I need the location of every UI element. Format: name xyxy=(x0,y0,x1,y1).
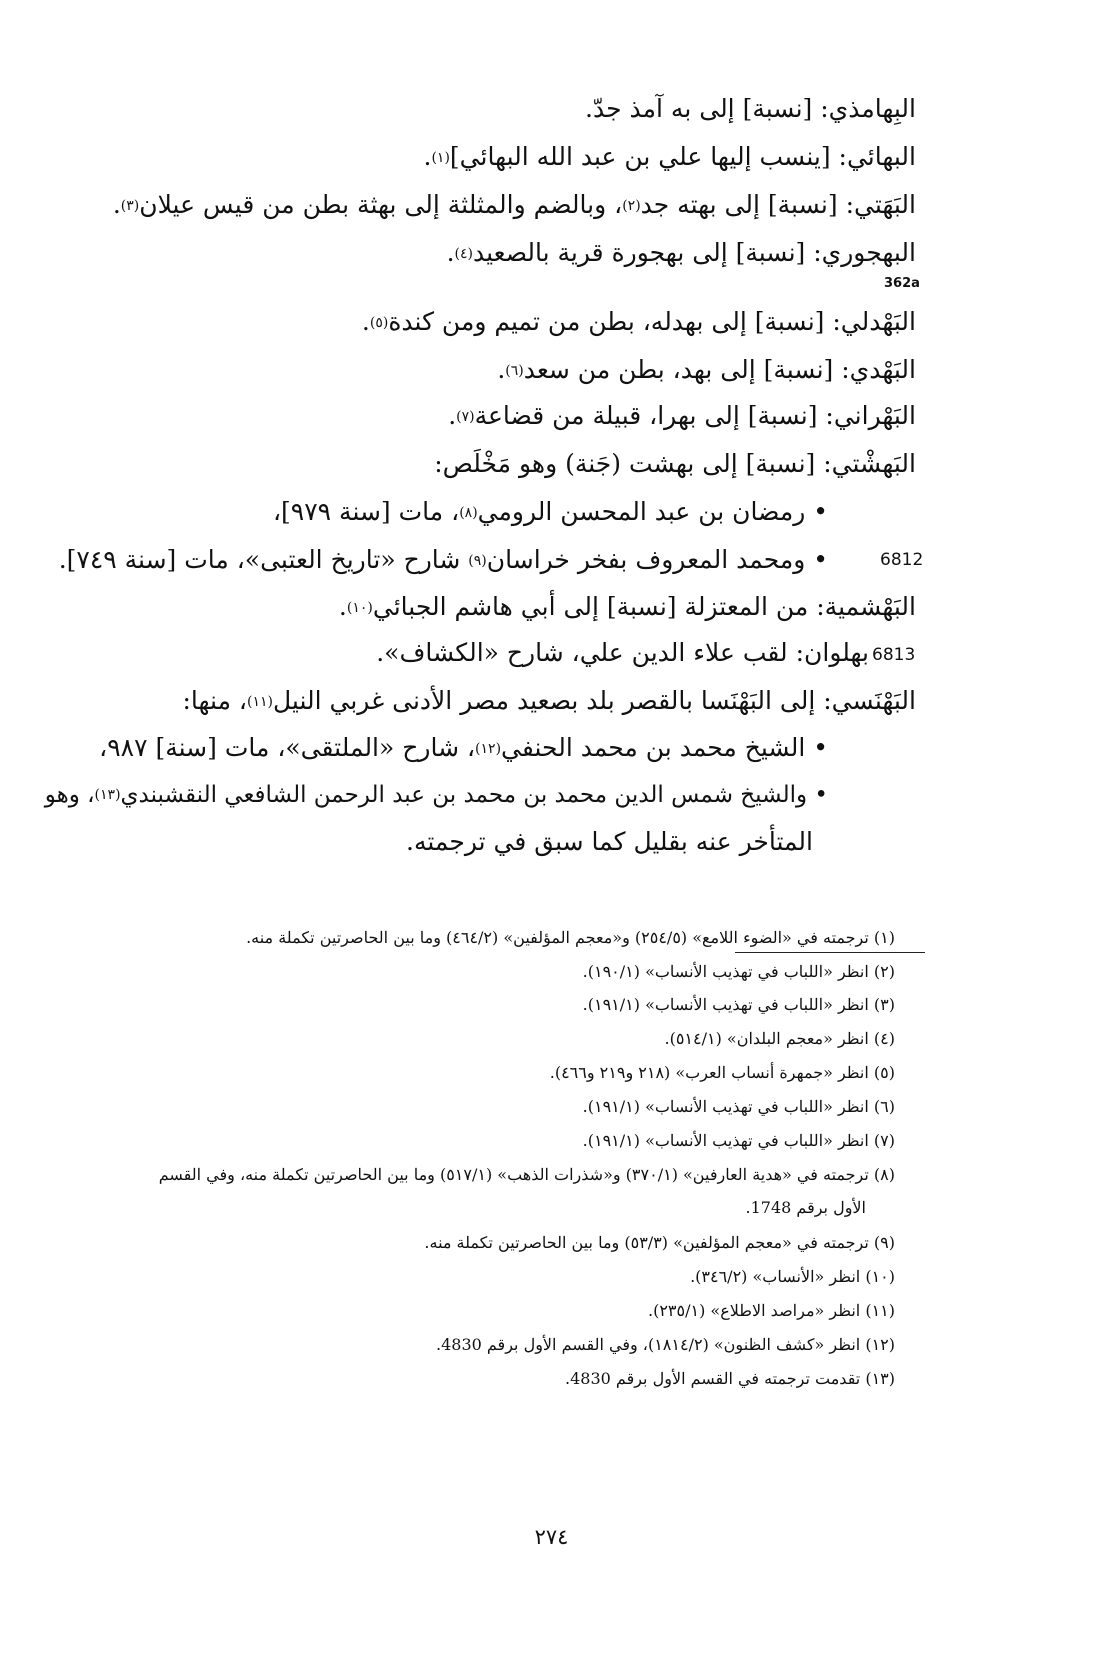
footnote-ref: (٤) xyxy=(454,246,473,262)
footnote-ref: (٢) xyxy=(622,198,641,214)
footnote: (١٣) تقدمت ترجمته في القسم الأول برقم 4830. xyxy=(565,1369,895,1388)
entry-text: البَهْدي: [نسبة] إلى بهد، بطن من سعد xyxy=(523,355,916,384)
footnote: (٣) انظر «اللباب في تهذيب الأنساب» (١٩١/١). xyxy=(582,995,895,1014)
entry-text: الشيخ محمد بن محمد الحنفي xyxy=(501,733,806,762)
entry-text: ، وبالضم والمثلثة إلى بهثة بطن من قيس عيلان xyxy=(139,190,623,219)
footnote: (٧) انظر «اللباب في تهذيب الأنساب» (١٩١/١). xyxy=(582,1131,895,1150)
entry-text: . xyxy=(338,592,347,621)
entry-bahjuri xyxy=(447,236,916,270)
entry-text: . xyxy=(361,307,370,336)
footnote: (١٢) انظر «كشف الظنون» (١٨١٤/٢)، وفي القسم الأول برقم 4830. xyxy=(436,1335,895,1354)
entry-bahrani xyxy=(448,399,916,433)
entry-text: البَهْشمية: من المعتزلة [نسبة] إلى أبي هاشم الجبائي xyxy=(372,592,916,621)
footnote: (٥) انظر «جمهرة أنساب العرب» (٢١٨ و٢١٩ و٤٦٦). xyxy=(549,1063,895,1082)
entry-bahnasi xyxy=(182,684,916,718)
footnote: (١١) انظر «مراصد الاطلاع» (٢٣٥/١). xyxy=(647,1301,895,1320)
footnote-ref: (٥) xyxy=(369,315,389,331)
footnote-ref: (٣) xyxy=(120,198,140,214)
entry-text: ، شارح «الملتقى»، مات [سنة] ٩٨٧، xyxy=(99,733,476,762)
entry-text: والشيخ شمس الدين محمد بن محمد بن عبد الرحمن الشافعي النقشبندي xyxy=(120,782,808,808)
footnote-ref: (١٣) xyxy=(94,787,121,803)
entry-text: البَهْنَسي: إلى البَهْنَسا بالقصر بلد بصعيد مصر الأدنى غربي النيل xyxy=(272,686,916,715)
bullet-muhammad-khurasan xyxy=(59,543,828,577)
entry-text: البَهْراني: [نسبة] إلى بهرا، قبيلة من قضاعة xyxy=(474,401,916,430)
footnote-ref: (٦) xyxy=(505,363,524,379)
entry-text: . xyxy=(497,355,506,384)
entry-number: 6812 xyxy=(880,550,924,570)
entry-text: البِهامذي: [نسبة] إلى به آمذ جدّ. xyxy=(585,94,916,123)
entry-text: . xyxy=(448,401,457,430)
entry-text: . xyxy=(112,190,121,219)
entry-bahai xyxy=(423,140,916,174)
entry-text: شارح «تاريخ العتبى»، مات [سنة ٧٤٩]. xyxy=(58,545,469,574)
manuscript-folio-marker: 362a xyxy=(884,276,920,291)
entry-continuation xyxy=(406,825,813,859)
footnote-ref: (١) xyxy=(431,150,450,166)
entry-text: ، منها: xyxy=(182,686,247,715)
entry-text: رمضان بن عبد المحسن الرومي xyxy=(477,497,806,526)
entry-bihamdhi xyxy=(585,92,916,126)
footnote: (٤) انظر «معجم البلدان» (٥١٤/١). xyxy=(664,1029,895,1048)
bullet-muhammad-hanafi xyxy=(99,731,828,765)
footnote-ref: (١١) xyxy=(246,694,273,710)
entry-text: ومحمد المعروف بفخر خراسان xyxy=(486,545,806,574)
footnote-ref: (٩) xyxy=(468,553,487,569)
page-number: ٢٧٤ xyxy=(534,1525,569,1549)
entry-text: البَهْدلي: [نسبة] إلى بهدله، بطن من تميم ومن كندة xyxy=(388,307,916,336)
footnote-separator xyxy=(735,952,925,953)
entry-text: المتأخر عنه بقليل كما سبق في ترجمته. xyxy=(406,827,813,856)
entry-text: . xyxy=(446,238,455,267)
entry-bahdi xyxy=(497,353,916,387)
entry-bahlawan xyxy=(376,636,869,670)
entry-text: البَهَتي: [نسبة] إلى بهته جد xyxy=(640,190,916,219)
footnote: (٩) ترجمته في «معجم المؤلفين» (٥٣/٣) وما بين الحاصرتين تكملة منه. xyxy=(424,1233,895,1252)
entry-bahshamiyya xyxy=(339,590,916,624)
entry-bahati xyxy=(113,188,916,222)
footnote-continuation: الأول برقم 1748. xyxy=(745,1198,866,1217)
entry-bahdali xyxy=(362,305,916,339)
entry-number: 6813 xyxy=(872,645,916,665)
entry-text: . xyxy=(423,142,432,171)
bullet-ramadan xyxy=(273,495,828,529)
footnote: (٦) انظر «اللباب في تهذيب الأنساب» (١٩١/١). xyxy=(582,1097,895,1116)
entry-bahishti xyxy=(434,447,916,481)
entry-text: البهائي: [ينسب إليها علي بن عبد الله البهائي] xyxy=(449,142,916,171)
footnote: (٨) ترجمته في «هدية العارفين» (٣٧٠/١) و«شذرات الذهب» (٥١٧/١) وما بين الحاصرتين تكملة منه، وفي القسم xyxy=(158,1165,895,1184)
entry-text: البَهشْتي: [نسبة] إلى بهشت (جَنة) وهو مَخْلَص: xyxy=(434,449,916,478)
entry-text: ، مات [سنة ٩٧٩]، xyxy=(272,497,460,526)
footnote: (٢) انظر «اللباب في تهذيب الأنساب» (١٩٠/١). xyxy=(582,962,895,981)
bullet-shams-al-din xyxy=(45,778,828,812)
entry-text: بهلوان: لقب علاء الدين علي، شارح «الكشاف». xyxy=(376,638,869,667)
footnote-ref: (٧) xyxy=(456,409,475,425)
entry-text: البهجوري: [نسبة] إلى بهجورة قرية بالصعيد xyxy=(472,238,916,267)
footnote: (١٠) انظر «الأنساب» (٣٤٦/٢). xyxy=(690,1267,895,1286)
entry-text: ، وهو xyxy=(44,782,95,808)
footnote-ref: (١٢) xyxy=(475,741,502,757)
footnote-ref: (٨) xyxy=(459,505,478,521)
footnote-ref: (١٠) xyxy=(346,600,373,616)
footnote: (١) ترجمته في «الضوء اللامع» (٢٥٤/٥) و«معجم المؤلفين» (٤٦٤/٢) وما بين الحاصرتين تكملة منه. xyxy=(246,928,895,947)
